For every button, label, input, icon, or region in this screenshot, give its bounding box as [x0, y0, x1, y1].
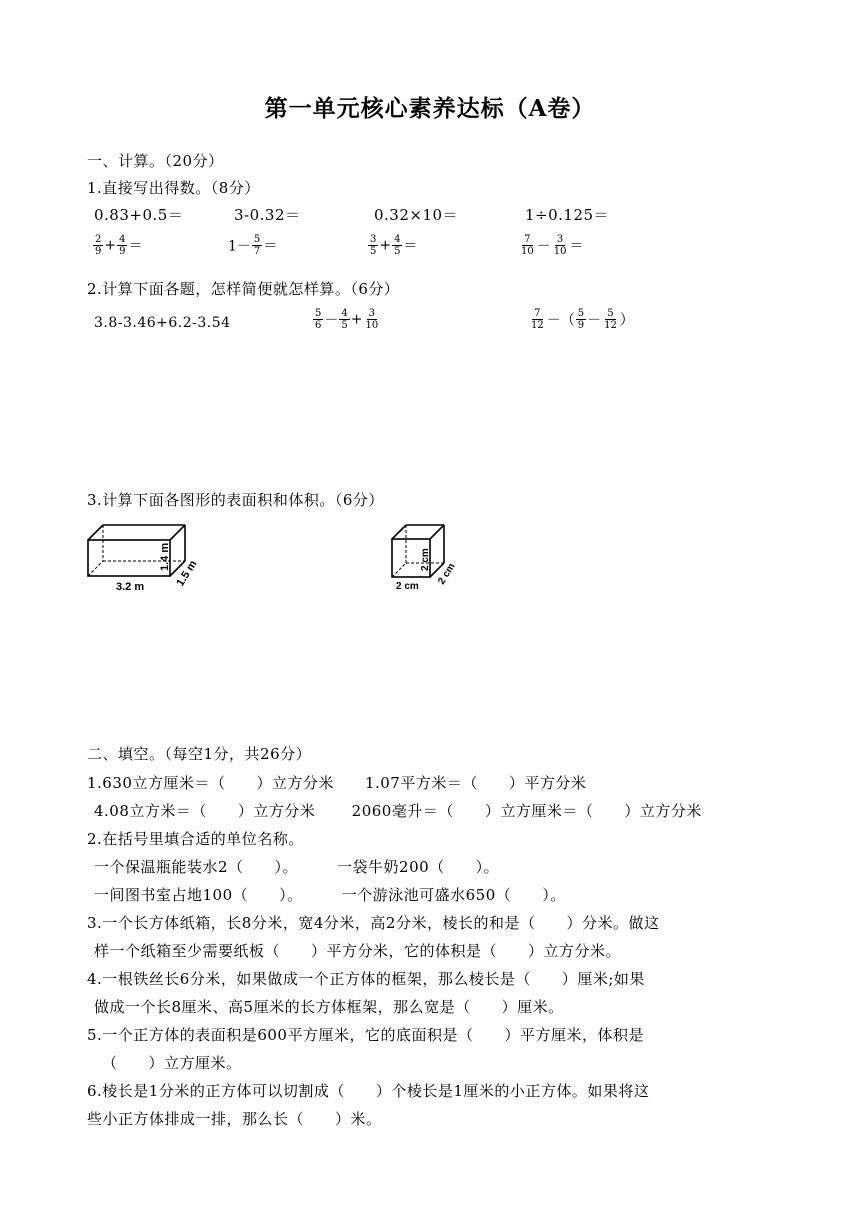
- fill-line-7: 样一个纸箱至少需要纸板（ ）平方分米，它的体积是（ ）立方分米。: [94, 942, 622, 960]
- fill-line-13: 些小正方体排成一排，那么长（ ）米。: [87, 1110, 382, 1128]
- fill-line-12: 6.棱长是1分米的正方体可以切割成（ ）个棱长是1厘米的小正方体。如果将这: [87, 1082, 650, 1100]
- q1-item-3: 0.32×10＝: [374, 206, 459, 224]
- fill-line-10: 5.一个正方体的表面积是600平方厘米，它的底面积是（ ）平方厘米，体积是: [87, 1026, 644, 1044]
- q2-expr-1: 3.8-3.46+6.2-3.54: [94, 315, 231, 331]
- q2-heading: 2.计算下面各题，怎样简便就怎样算。（6分）: [87, 280, 400, 298]
- cuboid-width-label: 1.5 m: [174, 558, 200, 589]
- fill-line-11: （ ）立方厘米。: [102, 1054, 242, 1072]
- fill-line-1: 1.630立方厘米＝（ ）立方分米 1.07平方米＝（ ）平方分米: [87, 774, 587, 792]
- q1-item-4: 1÷0.125＝: [525, 206, 610, 224]
- page-title: 第一单元核心素养达标（A卷）: [264, 95, 596, 122]
- q1-item-2: 3-0.32＝: [234, 206, 301, 224]
- q3-heading: 3.计算下面各图形的表面积和体积。（6分）: [87, 491, 384, 509]
- cube-bottom-label: 2 cm: [396, 581, 419, 592]
- section2-heading: 二、填空。（每空1分，共26分）: [87, 745, 312, 763]
- cuboid-figure: [80, 515, 210, 595]
- fill-line-6: 3.一个长方体纸箱，长8分米，宽4分米，高2分米，棱长的和是（ ）分米。做这: [87, 914, 660, 932]
- q1-heading: 1.直接写出得数。（8分）: [87, 179, 260, 197]
- cuboid-length-label: 3.2 m: [116, 581, 145, 593]
- q2-expr-3: $\frac{7}{12}$ －（ $\frac{5}{9}$ － $\frac{5}{12}$ ）: [531, 308, 634, 331]
- fill-line-4: 一个保温瓶能装水2（ ）。 一袋牛奶200（ ）。: [94, 858, 500, 876]
- q1-item-8: $\frac{7}{10}$ － $\frac{3}{10}$ ＝: [521, 234, 584, 257]
- q2-expr-2: $\frac{5}{6}$ － $\frac{4}{5}$ + $\frac{3}{10}$: [315, 308, 379, 331]
- cube-figure: [386, 515, 466, 595]
- q1-item-5: $\frac{2}{9}$ + $\frac{4}{9}$ ＝: [95, 234, 143, 257]
- q1-item-7: $\frac{3}{5}$ + $\frac{4}{5}$ ＝: [370, 234, 418, 257]
- section1-heading: 一、计算。（20分）: [87, 152, 224, 170]
- fill-line-3: 2.在括号里填合适的单位名称。: [87, 830, 304, 848]
- q1-item-1: 0.83+0.5＝: [94, 206, 184, 224]
- cube-side-label: 2 cm: [436, 561, 458, 587]
- fill-line-8: 4.一根铁丝长6分米，如果做成一个正方体的框架，那么棱长是（ ）厘米;如果: [87, 970, 645, 988]
- fill-line-5: 一间图书室占地100（ ）。 一个游泳池可盛水650（ ）。: [94, 886, 566, 904]
- cuboid-height-label: 1.4 m: [159, 542, 171, 571]
- fill-line-2: 4.08立方米＝（ ）立方分米 2060毫升＝（ ）立方厘米＝（ ）立方分米: [94, 802, 702, 820]
- fill-line-9: 做成一个长8厘米、高5厘米的长方体框架，那么宽是（ ）厘米。: [94, 998, 564, 1016]
- cube-height-label: 2 cm: [420, 548, 431, 571]
- q1-item-6: 1－ $\frac{5}{7}$ ＝: [228, 234, 278, 257]
